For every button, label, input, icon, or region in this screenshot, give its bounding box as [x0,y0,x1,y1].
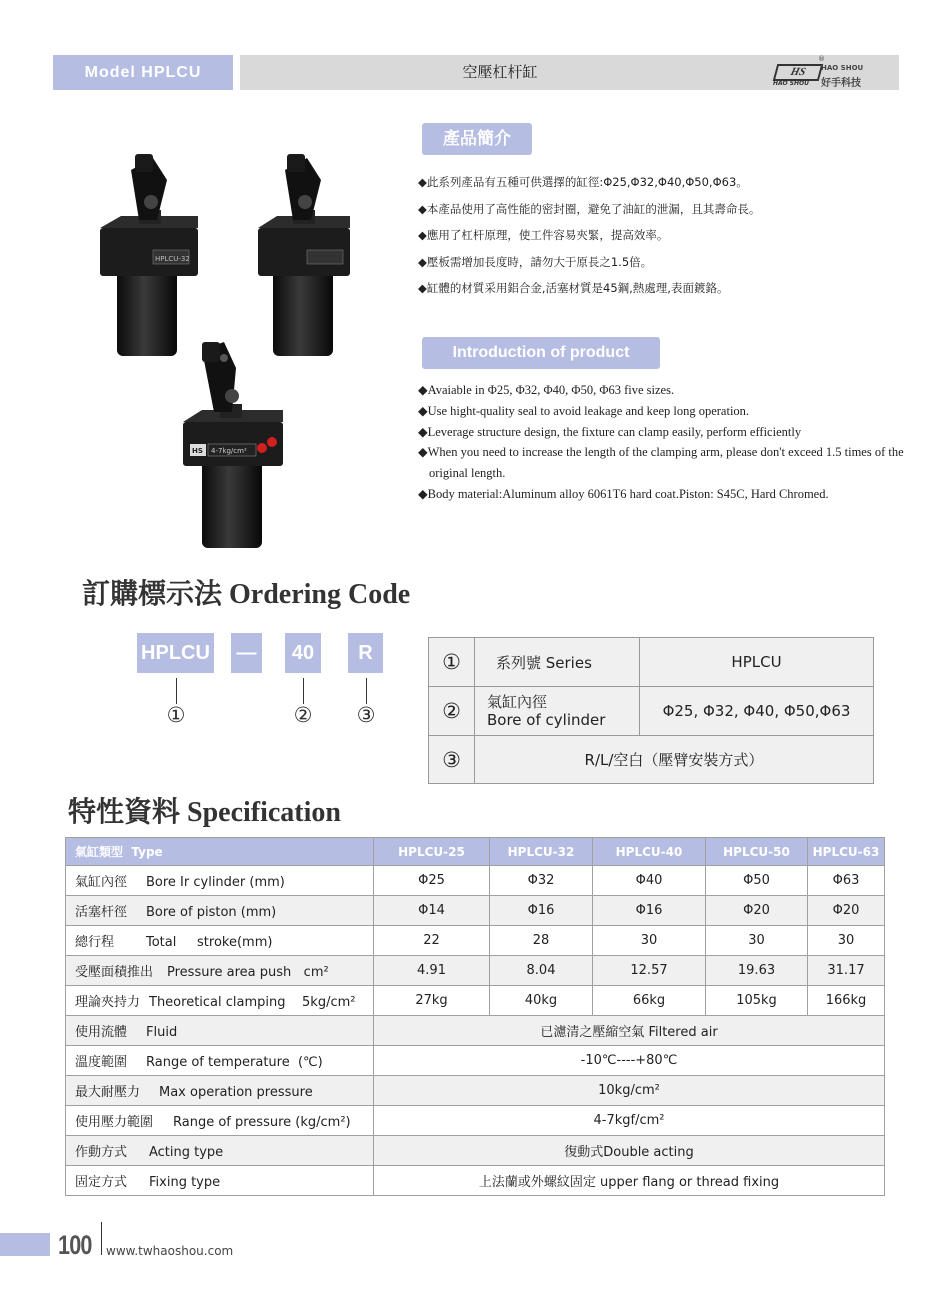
code-mount: R [348,633,383,673]
table-cell: 10kg/cm² [374,1076,885,1106]
table-cell: Φ50 [706,866,808,896]
row-label-en: Range of pressure (kg/cm²) [173,1115,351,1130]
row-label [475,687,640,736]
table-row [66,926,885,956]
table-cell: 30 [808,926,885,956]
table-row [66,1136,885,1166]
product-label-model: HPLCU-32 [155,255,190,263]
brand-logo-sub: HAO SHOU [773,80,809,87]
row-label-en: Total stroke(mm) [146,935,273,950]
column-header: HPLCU-32 [490,838,593,866]
ordering-table [428,637,874,784]
row-label-zh: 氣缸內徑 [487,693,548,711]
page-number: 100 [58,1230,92,1260]
specification-table [65,837,885,1196]
row-label: 系列號 Series [475,638,640,687]
row-label-zh: 作動方式 [75,1145,128,1160]
list-item: ◆Use hight-quality seal to avoid leakage and keep long operation. [418,403,750,418]
code-connector [366,678,367,704]
table-row [429,736,874,784]
table-cell: 已濾清之壓縮空氣 Filtered air [374,1016,885,1046]
footer-accent-bar [0,1233,50,1256]
intro-zh-list [418,172,918,305]
row-label [66,866,374,896]
table-cell: Φ20 [808,896,885,926]
table-row [66,1106,885,1136]
table-cell: Φ16 [593,896,706,926]
type-label-zh: 氣缸類型 [75,845,124,859]
ordering-code-title: 訂購標示法 Ordering Code [82,579,411,610]
table-cell: 12.57 [593,956,706,986]
row-label [66,1046,374,1076]
table-row [429,687,874,736]
table-cell: 28 [490,926,593,956]
row-value: R/L/空白（壓臂安裝方式） [475,736,874,784]
row-value: Φ25, Φ32, Φ40, Φ50,Φ63 [640,687,874,736]
code-marker: ② [293,703,313,727]
row-label-en: Fluid [146,1025,178,1040]
intro-en-list [418,380,928,505]
row-label-en: Acting type [149,1145,224,1160]
footer-url: www.twhaoshou.com [106,1244,234,1258]
table-cell: 40kg [490,986,593,1016]
footer-divider [101,1222,102,1255]
code-connector [176,678,177,704]
column-header: HPLCU-50 [706,838,808,866]
code-series: HPLCU [137,633,214,673]
row-label [66,1136,374,1166]
row-label-zh: 溫度範圍 [75,1055,128,1070]
row-label-zh: 理論夾持力 [75,995,141,1010]
row-label [66,1076,374,1106]
list-item: ◆應用了杠杆原理，使工件容易夾緊，提高效率。 [418,228,669,242]
row-label [66,1166,374,1196]
list-item: ◆壓板需增加長度時，請勿大于原長之1.5倍。 [418,254,653,269]
row-label-en: Theoretical clamping 5kg/cm² [149,995,356,1010]
table-cell: 4-7kgf/cm² [374,1106,885,1136]
row-number: ① [429,638,475,687]
row-label-zh: 固定方式 [75,1175,128,1190]
table-cell: 27kg [374,986,490,1016]
registered-mark: ® [818,55,825,63]
row-label [66,926,374,956]
row-label-en: Fixing type [149,1175,221,1190]
table-row [66,1046,885,1076]
row-label-en: Pressure area push cm² [167,965,329,980]
list-item: ◆Avaiable in Φ25, Φ32, Φ40, Φ50, Φ63 five sizes. [418,383,675,397]
row-label-zh: 使用壓力範圍 [75,1115,154,1130]
table-row [66,1076,885,1106]
list-item: ◆缸體的材質采用鋁合金,活塞材質是45鋼,熱處理,表面鍍鉻。 [418,281,729,295]
row-label-zh: 氣缸內徑 [75,875,128,890]
table-cell: 30 [593,926,706,956]
row-label [66,1016,374,1046]
table-row [66,1016,885,1046]
table-cell: Φ25 [374,866,490,896]
table-cell: 復動式Double acting [374,1136,885,1166]
row-label [66,986,374,1016]
model-label: Model HPLCU [53,55,233,90]
table-cell: Φ20 [706,896,808,926]
row-value: HPLCU [640,638,874,687]
code-dash: — [231,633,262,673]
table-cell: 30 [706,926,808,956]
list-item: ◆Body material:Aluminum alloy 6061T6 hard coat.Piston: S45C, Hard Chromed. [418,486,829,501]
row-label-en: Bore of piston (mm) [146,905,277,920]
table-cell: 8.04 [490,956,593,986]
code-connector [303,678,304,704]
list-item: ◆When you need to increase the length of the clamping arm, please don't exceed 1.5 times of the original length. [418,445,904,481]
brand-logo: HS [773,64,824,81]
intro-en-heading: Introduction of product [422,337,660,369]
row-label [66,956,374,986]
table-cell: Φ40 [593,866,706,896]
table-cell: 66kg [593,986,706,1016]
row-label-zh: 最大耐壓力 [75,1085,141,1100]
row-label [66,896,374,926]
row-label-en: Bore of cylinder [487,711,606,729]
table-row [66,1166,885,1196]
brand-name-zh: 好手科技 [821,78,861,89]
table-cell: Φ63 [808,866,885,896]
table-cell: 22 [374,926,490,956]
table-cell: -10℃----+80℃ [374,1046,885,1076]
row-label-zh: 使用流體 [75,1025,128,1040]
table-cell: Φ32 [490,866,593,896]
list-item: ◆Leverage structure design, the fixture can clamp easily, perform efficiently [418,424,802,439]
row-label-zh: 總行程 [75,935,115,950]
table-cell: 上法蘭或外螺紋固定 upper flang or thread fixing [374,1166,885,1196]
table-cell: Φ16 [490,896,593,926]
column-header-type [66,838,374,866]
specification-title: 特性資料 Specification [68,797,341,828]
row-label-en: Bore Ir cylinder (mm) [146,875,285,890]
table-row [66,986,885,1016]
table-cell: 105kg [706,986,808,1016]
list-item: ◆此系列產品有五種可供選擇的缸徑:Φ25,Φ32,Φ40,Φ50,Φ63。 [418,175,748,189]
code-bore: 40 [285,633,321,673]
table-row [429,638,874,687]
intro-zh-heading: 產品簡介 [422,123,532,155]
column-header: HPLCU-25 [374,838,490,866]
product-label-pressure: 4-7kg/cm² [211,447,247,455]
product-image-3 [180,338,290,550]
row-label-en: Max operation pressure [159,1085,313,1100]
code-marker: ① [166,703,186,727]
table-cell: 31.17 [808,956,885,986]
code-marker: ③ [356,703,376,727]
table-cell: 4.91 [374,956,490,986]
column-header: HPLCU-63 [808,838,885,866]
row-label [66,1106,374,1136]
type-label-en: Type [131,845,163,859]
table-header-row [66,838,885,866]
table-cell: 166kg [808,986,885,1016]
product-badge-text: HS [192,447,203,455]
page-title: 空壓杠杆缸 [462,63,538,81]
row-label-zh: 活塞杆徑 [75,905,128,920]
row-label-en: Range of temperature (℃) [146,1055,323,1070]
column-header: HPLCU-40 [593,838,706,866]
product-image-2 [255,150,355,360]
table-cell: 19.63 [706,956,808,986]
table-row [66,896,885,926]
product-image-1 [95,150,205,360]
list-item: ◆本產品使用了高性能的密封圈，避免了油缸的泄漏，且其壽命長。 [418,201,761,216]
table-cell: Φ14 [374,896,490,926]
row-label-zh: 受壓面積推出 [75,965,154,980]
table-row [66,956,885,986]
brand-name-en: HAO SHOU [821,64,864,72]
row-number: ③ [429,736,475,784]
row-number: ② [429,687,475,736]
table-row [66,866,885,896]
